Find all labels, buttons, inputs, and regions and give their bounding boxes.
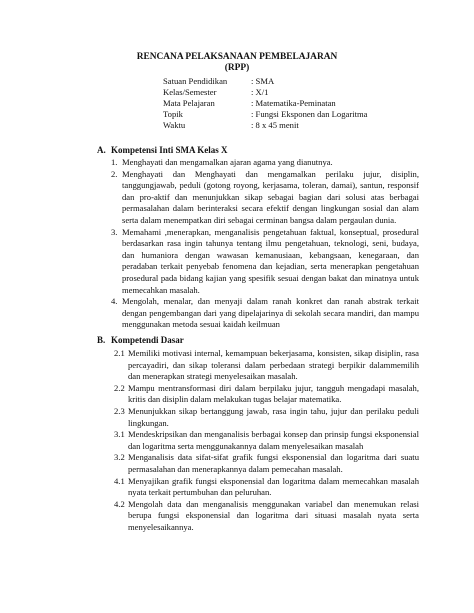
- item-number: 4.: [111, 296, 118, 307]
- item-text: Mengolah data dan menganalisis menggunakan variabel dan menemukan relasi berupa fungsi eksponensial dan logaritma dari situasi masalah nyata serta menyelesaikannya.: [128, 498, 419, 532]
- item-text: Menunjukkan sikap bertanggung jawab, rasa ingin tahu, jujur dan perilaku peduli lingkungan.: [128, 405, 419, 428]
- list-item: [113, 429, 419, 452]
- meta-value: : X/1: [251, 87, 269, 97]
- item-text: Mengolah, menalar, dan menyaji dalam ranah konkret dan ranah abstrak terkait dengan pengembangan dari yang dipelajarinya di sekolah secara mandiri, dan mampu menggunakan metoda sesuai kaidah keilmuan: [122, 296, 419, 330]
- section-title: Kompetendi Dasar: [111, 335, 184, 345]
- item-text: Menghayati dan Menghayati dan mengamalkan perilaku jujur, disiplin, tanggungjawab, peduli (gotong royong, kerjasama, toleran, damai), santun, responsif dan pro-aktif dan menunjukkan sikap sebagai bagian dari solusi atas berbagai permasalahan dalam berinteraksi secara efektif dengan lingkungan sosial dan alam serta dalam menempatkan diri sebagai cerminan bangsa dalam pergaulan dunia.: [122, 168, 419, 225]
- list-item: [113, 476, 419, 499]
- meta-label: Kelas/Semester: [163, 87, 217, 97]
- item-number: 2.1: [114, 348, 125, 358]
- meta-row: [163, 76, 367, 87]
- item-number: 3.1: [114, 429, 125, 440]
- item-number: 3.2: [114, 452, 125, 463]
- section-b-heading: [97, 335, 184, 346]
- meta-label: Waktu: [163, 120, 186, 130]
- list-item: [111, 157, 419, 169]
- item-number: 2.: [111, 168, 118, 179]
- meta-value: : 8 x 45 menit: [251, 120, 299, 130]
- meta-row: [163, 98, 367, 109]
- item-number: 3.: [111, 226, 118, 237]
- list-item: [113, 383, 419, 406]
- identity-table: [163, 76, 367, 131]
- item-text: Memiliki motivasi internal, kemampuan bekerjasama, konsisten, sikap disiplin, rasa percayadiri, dan sikap toleransi dalam perbedaan strategi berpikir dalammemilih dan menerapkan strategi menyelesaikan masalah.: [128, 348, 419, 382]
- section-a-heading: [97, 145, 228, 156]
- meta-value: : SMA: [251, 76, 275, 86]
- document-subtitle: (RPP): [224, 63, 250, 73]
- meta-label: Topik: [163, 109, 183, 119]
- item-number: 4.1: [114, 475, 125, 486]
- document-title: RENCANA PELAKSANAAN PEMBELAJARAN: [136, 52, 338, 62]
- meta-row: [163, 120, 367, 131]
- section-letter: A.: [97, 145, 106, 155]
- list-item: [111, 227, 419, 297]
- list-item: [111, 296, 419, 331]
- meta-value: : Matematika-Peminatan: [251, 98, 336, 108]
- meta-value: : Fungsi Eksponen dan Logaritma: [251, 109, 368, 119]
- item-number: 2.3: [114, 405, 125, 416]
- meta-label: Mata Pelajaran: [163, 98, 215, 108]
- list-item: [113, 348, 419, 383]
- item-text: Memahami ,menerapkan, menganalisis pengetahuan faktual, konseptual, prosedural berdasarkan rasa ingin tahunya tentang ilmu pengetahuan, teknologi, seni, budaya, dan humaniora dengan wawasan kemanusiaan, kebangsaan, kenegaraan, dan peradaban terkait penyebab fenomena dan kejadian, serta menerapkan pengetahuan prosedural pada bidang kajian yang spesifik sesuai dengan bakat dan minatnya untuk memecahkan masalah.: [122, 226, 419, 295]
- meta-row: [163, 87, 367, 98]
- list-item: [113, 452, 419, 475]
- item-text: Menganalisis data sifat-sifat grafik fungsi eksponensial dan logaritma dari suatu permasalahan dan menerapkannya dalam pemecahan masalah.: [128, 452, 419, 474]
- core-competency-list: [111, 157, 419, 331]
- item-number: 1.: [111, 157, 118, 167]
- item-text: Menyajikan grafik fungsi eksponensial dan logaritma dalam memecahkan masalah nyata terkait pertumbuhan dan peluruhan.: [128, 475, 419, 498]
- section-title: Kompetensi Inti SMA Kelas X: [111, 145, 228, 155]
- basic-competency-list: [111, 348, 419, 534]
- item-number: 2.2: [114, 382, 125, 393]
- list-item: [113, 499, 419, 534]
- item-text: Menghayati dan mengamalkan ajaran agama yang dianutnya.: [122, 157, 333, 167]
- meta-row: [163, 109, 367, 120]
- list-item: [113, 406, 419, 429]
- item-text: Mampu mentransformasi diri dalam berpilaku jujur, tangguh mengadapi masalah, kritis dan disiplin dalam melakukan tugas belajar matematika.: [128, 382, 419, 405]
- item-text: Mendeskripsikan dan menganalisis berbagai konsep dan prinsip fungsi eksponensial dan logaritma serta menggunakannya dalam menyelesaikan masalah: [128, 429, 419, 451]
- section-letter: B.: [97, 335, 106, 345]
- meta-label: Satuan Pendidikan: [163, 76, 228, 86]
- item-number: 4.2: [114, 498, 125, 509]
- list-item: [111, 169, 419, 227]
